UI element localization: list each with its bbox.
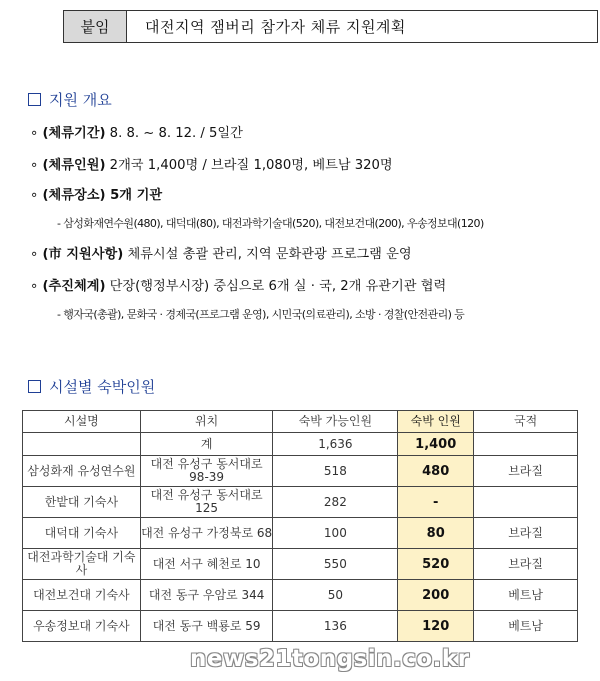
facility-name: 대전보건대 기숙사 (23, 580, 141, 611)
facility-name: 대전과학기술대 기숙사 (23, 549, 141, 580)
sub-places-list: - 삼성화재연수원(480), 대덕대(80), 대전과학기술대(520), 대전보건대(200), 우송정보대(120) (57, 217, 484, 230)
attachment-tag: 붙임 (64, 11, 127, 42)
section-support-overview (28, 89, 112, 110)
facility-location: 대전 동구 우암로 344 (140, 580, 273, 611)
facility-guests: 200 (398, 580, 474, 611)
section-title: 시설별 숙박인원 (49, 378, 156, 396)
total-guests: 1,400 (398, 433, 474, 456)
item-stay-places: ∘ (체류장소) 5개 기관 (30, 188, 163, 203)
facility-guests: 480 (398, 456, 474, 487)
header-cell: 위치 (140, 411, 273, 433)
section-title: 지원 개요 (49, 91, 112, 109)
item-stay-period: ∘ (체류기간) 8. 8. ~ 8. 12. / 5일간 (30, 126, 243, 141)
table-row (23, 580, 578, 611)
item-promotion-system: ∘ (추진체계) 단장(행정부시장) 중심으로 6개 실 · 국, 2개 유관기관 협력 (30, 279, 447, 294)
watermark: news21tongsin.co.kr (190, 646, 470, 672)
facility-guests: 80 (398, 518, 474, 549)
table-row (23, 611, 578, 642)
facility-location: 대전 유성구 동서대로 125 (140, 487, 273, 518)
facility-nation: 브라질 (474, 518, 578, 549)
table-header-row (23, 411, 578, 433)
facility-nation: 베트남 (474, 611, 578, 642)
table-row (23, 518, 578, 549)
item-stay-headcount: ∘ (체류인원) 2개국 1,400명 / 브라질 1,080명, 베트남 320명 (30, 158, 393, 173)
table-row (23, 487, 578, 518)
facility-capacity: 550 (273, 549, 398, 580)
document-header (63, 10, 598, 43)
sub-system-list: - 행자국(총괄), 문화국 · 경제국(프로그램 운영), 시민국(의료관리), 소방 · 경찰(안전관리) 등 (57, 308, 465, 321)
facility-location: 대전 동구 백룡로 59 (140, 611, 273, 642)
document-title: 대전지역 잼버리 참가자 체류 지원계획 (145, 18, 406, 36)
total-capacity: 1,636 (273, 433, 398, 456)
facility-nation: 베트남 (474, 580, 578, 611)
header-cell: 국적 (474, 411, 578, 433)
header-cell: 숙박 가능인원 (273, 411, 398, 433)
facility-nation: 브라질 (474, 456, 578, 487)
facility-guests: 120 (398, 611, 474, 642)
table-row (23, 456, 578, 487)
header-cell: 숙박 인원 (398, 411, 474, 433)
facility-guests: 520 (398, 549, 474, 580)
lodging-table (22, 410, 578, 642)
facility-name: 우송정보대 기숙사 (23, 611, 141, 642)
facility-guests: - (398, 487, 474, 518)
facility-location: 대전 서구 혜천로 10 (140, 549, 273, 580)
facility-location: 대전 유성구 가정북로 68 (140, 518, 273, 549)
facility-name: 한밭대 기숙사 (23, 487, 141, 518)
square-bullet-icon (28, 93, 41, 106)
facility-capacity: 100 (273, 518, 398, 549)
header-cell: 시설명 (23, 411, 141, 433)
table-total-row (23, 433, 578, 456)
facility-capacity: 136 (273, 611, 398, 642)
facility-capacity: 518 (273, 456, 398, 487)
facility-capacity: 282 (273, 487, 398, 518)
total-label: 계 (140, 433, 273, 456)
facility-capacity: 50 (273, 580, 398, 611)
facility-nation (474, 487, 578, 518)
facility-name: 삼성화재 유성연수원 (23, 456, 141, 487)
facility-nation: 브라질 (474, 549, 578, 580)
item-city-support: ∘ (市 지원사항) 체류시설 총괄 관리, 지역 문화관광 프로그램 운영 (30, 247, 412, 262)
square-bullet-icon (28, 380, 41, 393)
table-row (23, 549, 578, 580)
section-lodging-by-facility (28, 376, 155, 397)
facility-name: 대덕대 기숙사 (23, 518, 141, 549)
facility-location: 대전 유성구 동서대로 98-39 (140, 456, 273, 487)
